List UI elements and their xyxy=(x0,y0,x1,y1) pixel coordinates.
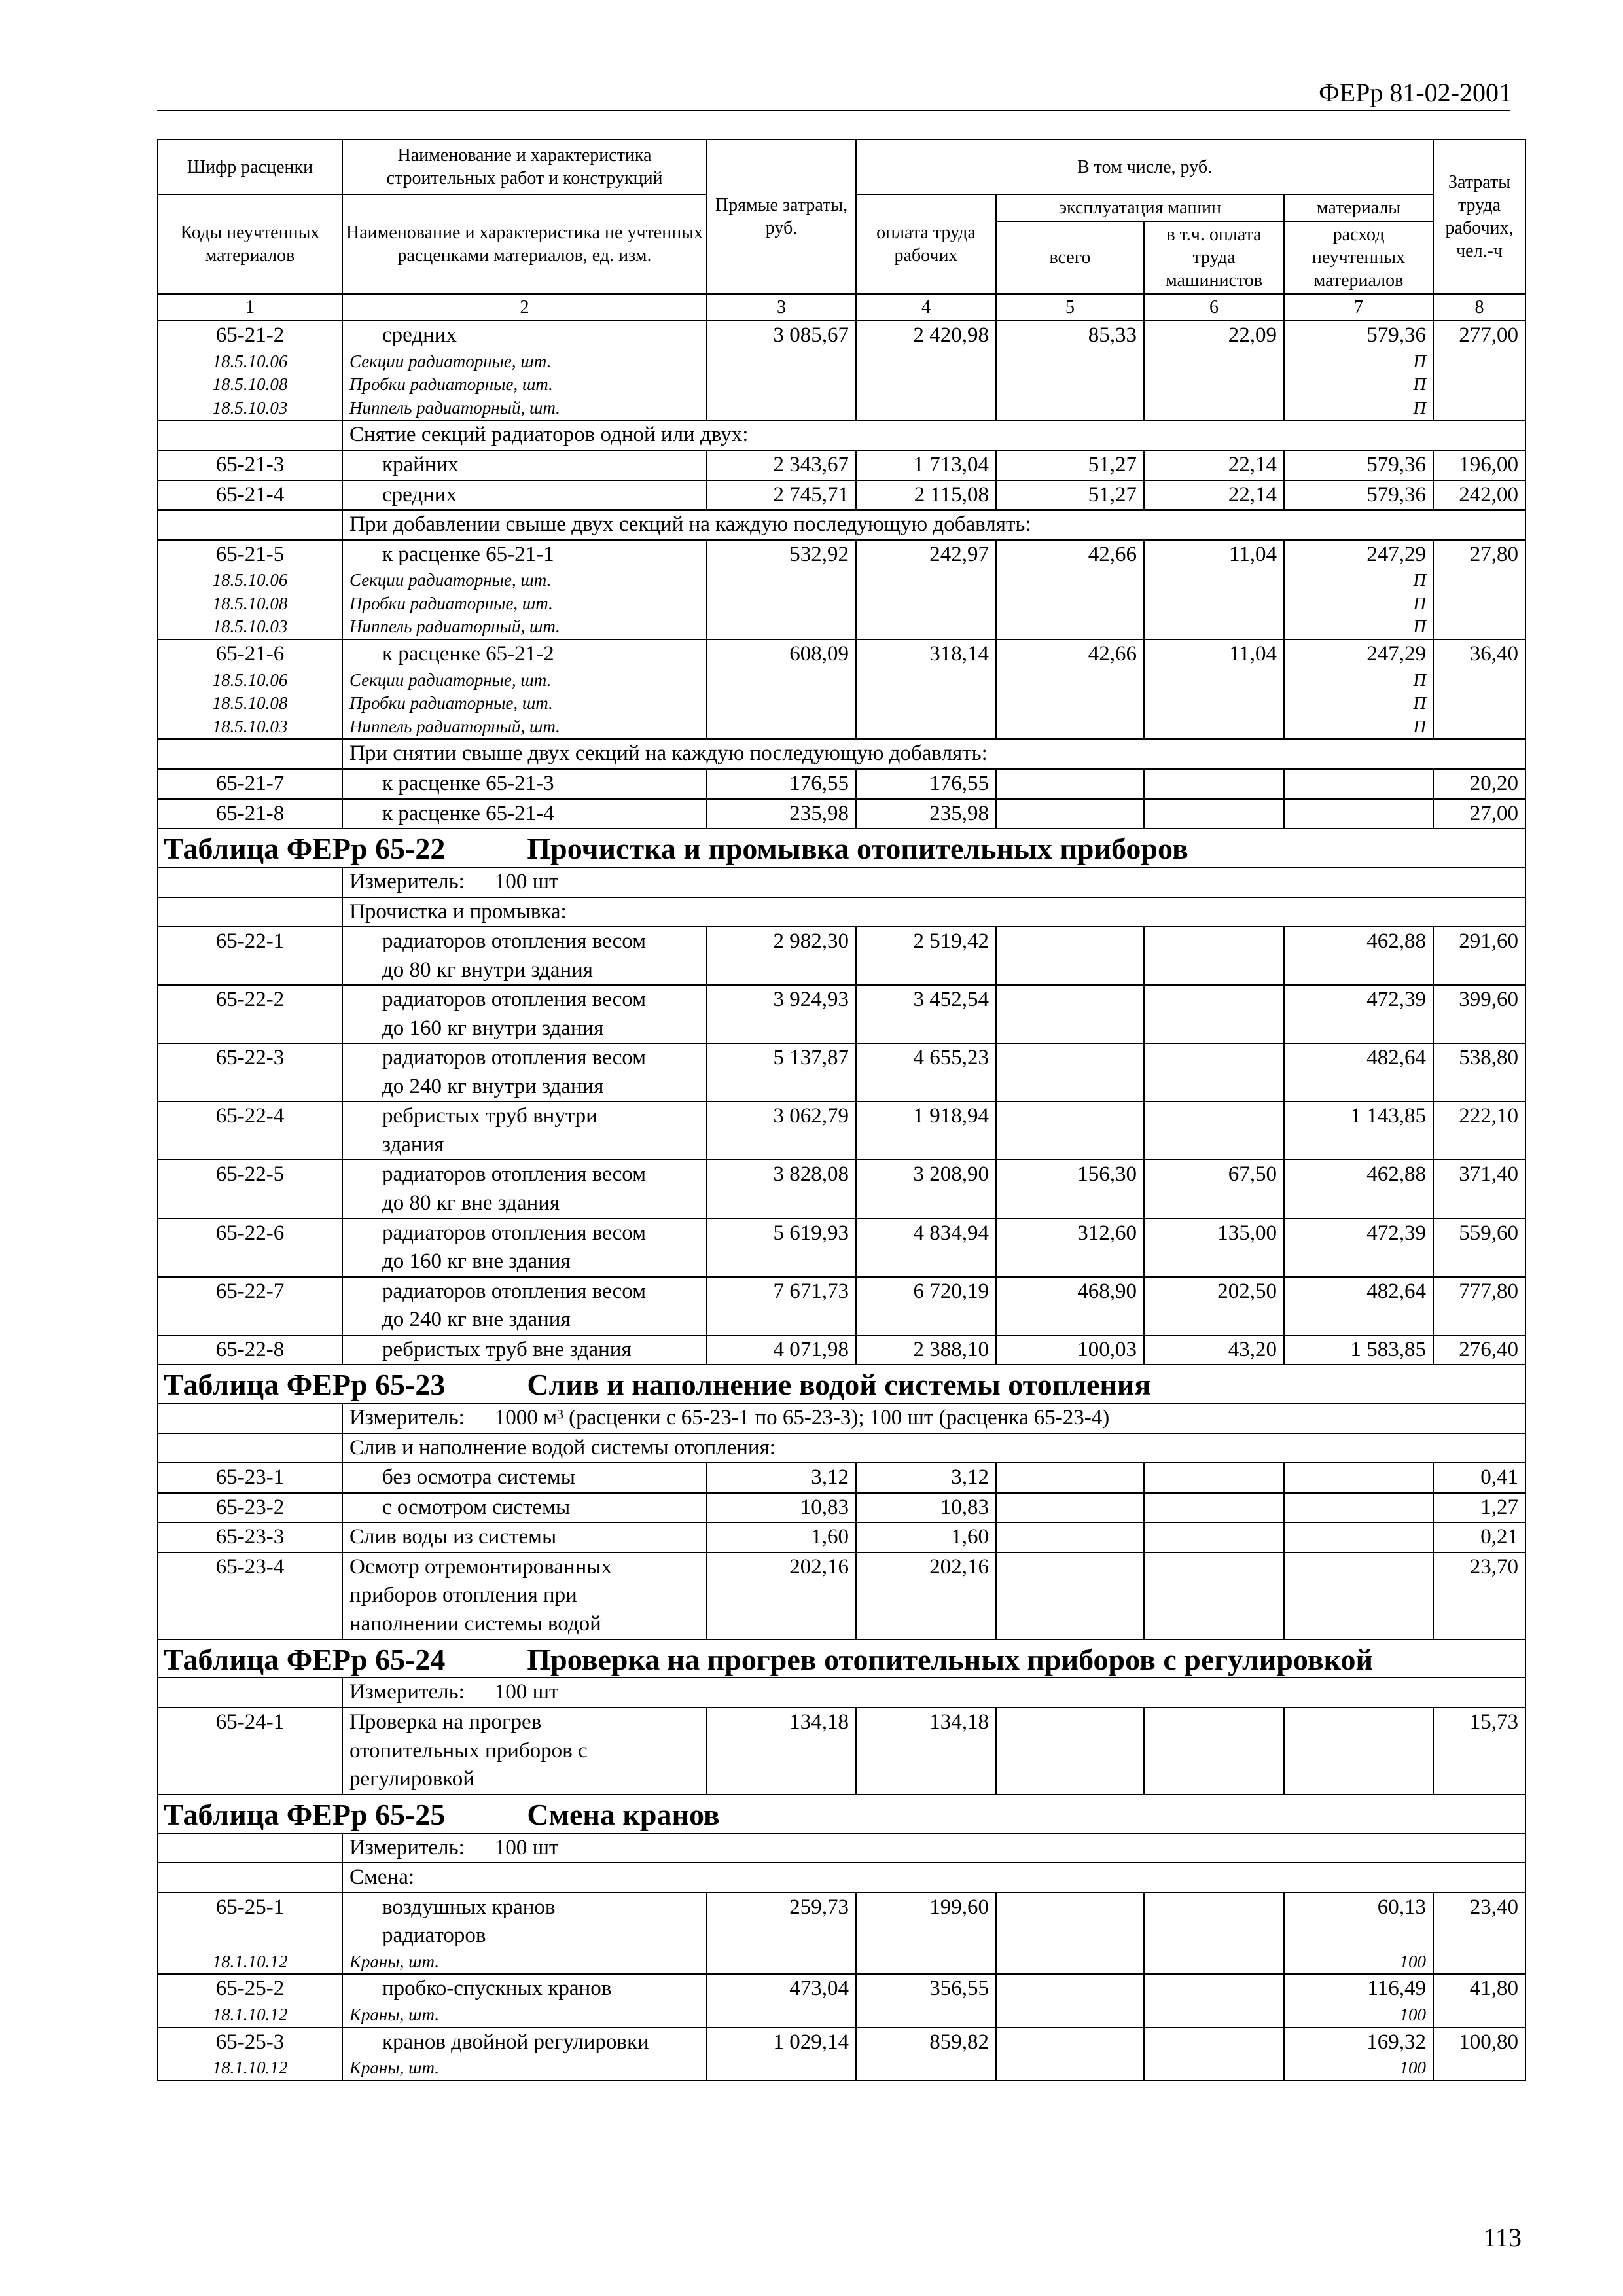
material-qty: П xyxy=(1284,397,1433,421)
hdr-codes-unaccounted: Коды неучтенных материалов xyxy=(158,194,342,294)
table-row xyxy=(158,1974,1525,2003)
machines-total: 42,66 xyxy=(996,540,1144,569)
table-row xyxy=(158,1335,1525,1365)
material-qty: П xyxy=(1284,373,1433,397)
rate-name: к расценке 65-21-4 xyxy=(342,799,707,829)
machines-labor: 43,20 xyxy=(1144,1335,1284,1365)
measure-row xyxy=(158,1677,1525,1708)
material-row xyxy=(158,1950,1525,1975)
direct-cost: 1 029,14 xyxy=(707,2028,856,2057)
measure-label: Измеритель: xyxy=(349,869,465,893)
material-code: 18.5.10.08 xyxy=(158,592,342,616)
section-title: При снятии свыше двух секций на каждую последующую добавлять: xyxy=(342,739,1525,769)
material-code: 18.1.10.12 xyxy=(158,2003,342,2028)
direct-cost: 608,09 xyxy=(707,639,856,669)
rate-name: ребристых труб внутри xyxy=(382,1104,597,1128)
col-num: 7 xyxy=(1284,294,1433,321)
machines-total: 468,90 xyxy=(996,1277,1144,1335)
rate-name: пробко-спускных кранов xyxy=(342,1974,707,2003)
table-name: Прочистка и промывка отопительных приборов xyxy=(527,832,1188,866)
table-row xyxy=(158,1893,1525,1950)
rates-table xyxy=(157,139,1526,2081)
rate-name-cont: до 240 кг вне здания xyxy=(382,1308,571,1332)
table-row xyxy=(158,639,1525,669)
labor-pay: 2 388,10 xyxy=(856,1335,996,1365)
page-number: 113 xyxy=(1483,2223,1522,2252)
direct-cost: 5 619,93 xyxy=(707,1219,856,1277)
machines-labor: 11,04 xyxy=(1144,540,1284,569)
labor-costs: 27,80 xyxy=(1433,540,1525,569)
labor-costs: 538,80 xyxy=(1433,1043,1525,1102)
rate-code: 65-25-1 xyxy=(158,1893,342,1950)
direct-cost: 176,55 xyxy=(707,769,856,799)
rate-code: 65-22-6 xyxy=(158,1219,342,1277)
section-row xyxy=(158,510,1525,540)
labor-pay: 242,97 xyxy=(856,540,996,569)
labor-costs: 23,40 xyxy=(1433,1893,1525,1950)
header-rule xyxy=(157,110,1510,111)
direct-cost: 10,83 xyxy=(707,1493,856,1523)
labor-costs: 20,20 xyxy=(1433,769,1525,799)
rate-name-cont: отопительных приборов с xyxy=(349,1738,588,1763)
rate-name: крайних xyxy=(342,450,707,480)
machines-labor: 202,50 xyxy=(1144,1277,1284,1335)
labor-costs: 27,00 xyxy=(1433,799,1525,829)
material-code: 18.5.10.03 xyxy=(158,397,342,421)
material-name: Секции радиаторные, шт. xyxy=(342,569,707,592)
table-row xyxy=(158,2028,1525,2057)
measure-value: 100 шт xyxy=(494,869,559,893)
machines-total: 42,66 xyxy=(996,639,1144,669)
rate-code: 65-22-5 xyxy=(158,1160,342,1218)
material-code: 18.5.10.08 xyxy=(158,692,342,715)
materials: 60,13 xyxy=(1284,1893,1433,1950)
material-name: Ниппель радиаторный, шт. xyxy=(342,715,707,740)
labor-costs: 277,00 xyxy=(1433,321,1525,350)
material-code: 18.5.10.06 xyxy=(158,350,342,374)
table-row xyxy=(158,450,1525,480)
table-row xyxy=(158,1463,1525,1493)
materials: 247,29 xyxy=(1284,639,1433,669)
table-row xyxy=(158,540,1525,569)
labor-costs: 777,80 xyxy=(1433,1277,1525,1335)
labor-costs: 1,27 xyxy=(1433,1493,1525,1523)
rate-code: 65-22-8 xyxy=(158,1335,342,1365)
material-code: 18.1.10.12 xyxy=(158,2056,342,2081)
machines-labor: 135,00 xyxy=(1144,1219,1284,1277)
material-row xyxy=(158,2056,1525,2081)
table-title-row xyxy=(158,1795,1525,1833)
labor-pay: 4 834,94 xyxy=(856,1219,996,1277)
materials: 482,64 xyxy=(1284,1277,1433,1335)
rate-name: с осмотром системы xyxy=(342,1493,707,1523)
machines-total: 100,03 xyxy=(996,1335,1144,1365)
table-row xyxy=(158,1552,1525,1640)
material-code: 18.1.10.12 xyxy=(158,1950,342,1975)
material-code: 18.5.10.03 xyxy=(158,615,342,639)
rate-name: кранов двойной регулировки xyxy=(342,2028,707,2057)
machines-total: 51,27 xyxy=(996,450,1144,480)
labor-costs: 559,60 xyxy=(1433,1219,1525,1277)
table-row xyxy=(158,321,1525,350)
materials: 472,39 xyxy=(1284,985,1433,1043)
material-qty: П xyxy=(1284,569,1433,592)
rate-name: Слив воды из системы xyxy=(342,1522,707,1552)
material-code: 18.5.10.03 xyxy=(158,715,342,740)
direct-cost: 2 343,67 xyxy=(707,450,856,480)
rate-name-cont: до 80 кг внутри здания xyxy=(382,958,593,982)
table-row xyxy=(158,1219,1525,1277)
labor-pay: 176,55 xyxy=(856,769,996,799)
rate-name: к расценке 65-21-2 xyxy=(342,639,707,669)
machines-total: 85,33 xyxy=(996,321,1144,350)
material-qty: П xyxy=(1284,615,1433,639)
rate-code: 65-21-6 xyxy=(158,639,342,669)
rate-code: 65-23-2 xyxy=(158,1493,342,1523)
direct-cost: 3 085,67 xyxy=(707,321,856,350)
table-row xyxy=(158,985,1525,1043)
rate-name-cont: до 160 кг вне здания xyxy=(382,1249,571,1274)
direct-cost: 7 671,73 xyxy=(707,1277,856,1335)
labor-pay: 2 115,08 xyxy=(856,480,996,511)
table-row xyxy=(158,1493,1525,1523)
rate-name: без осмотра системы xyxy=(342,1463,707,1493)
materials: 169,32 xyxy=(1284,2028,1433,2057)
material-row xyxy=(158,669,1525,692)
direct-cost: 473,04 xyxy=(707,1974,856,2003)
machines-total: 51,27 xyxy=(996,480,1144,511)
labor-pay: 1 918,94 xyxy=(856,1102,996,1160)
col-num: 2 xyxy=(342,294,707,321)
material-qty: 100 xyxy=(1284,1950,1433,1975)
rate-name: Осмотр отремонтированных xyxy=(349,1554,612,1579)
table-row xyxy=(158,480,1525,511)
rate-code: 65-22-4 xyxy=(158,1102,342,1160)
material-qty: П xyxy=(1284,715,1433,740)
direct-cost: 202,16 xyxy=(707,1552,856,1640)
measure-label: Измеритель: xyxy=(349,1406,465,1430)
table-row xyxy=(158,1102,1525,1160)
labor-pay: 3,12 xyxy=(856,1463,996,1493)
direct-cost: 532,92 xyxy=(707,540,856,569)
materials: 1 143,85 xyxy=(1284,1102,1433,1160)
labor-costs: 196,00 xyxy=(1433,450,1525,480)
table-title-row xyxy=(158,1365,1525,1403)
labor-pay: 3 208,90 xyxy=(856,1160,996,1218)
material-qty: П xyxy=(1284,592,1433,616)
col-num: 5 xyxy=(996,294,1144,321)
direct-cost: 2 982,30 xyxy=(707,927,856,985)
labor-costs: 23,70 xyxy=(1433,1552,1525,1640)
rate-name-cont: регулировкой xyxy=(349,1767,474,1791)
material-code: 18.5.10.06 xyxy=(158,669,342,692)
rate-name: радиаторов отопления весом xyxy=(382,1279,647,1303)
section-title: При добавлении свыше двух секций на каждую последующую добавлять: xyxy=(342,510,1525,540)
col-num: 3 xyxy=(707,294,856,321)
labor-costs: 100,80 xyxy=(1433,2028,1525,2057)
section-row xyxy=(158,1433,1525,1463)
section-row xyxy=(158,897,1525,927)
direct-cost: 5 137,87 xyxy=(707,1043,856,1102)
rate-name-cont: до 240 кг внутри здания xyxy=(382,1074,604,1098)
material-qty: П xyxy=(1284,350,1433,374)
direct-cost: 3 924,93 xyxy=(707,985,856,1043)
table-name: Смена кранов xyxy=(527,1797,720,1831)
material-name: Краны, шт. xyxy=(342,2003,707,2028)
material-row xyxy=(158,373,1525,397)
materials: 462,88 xyxy=(1284,1160,1433,1218)
material-row xyxy=(158,592,1525,616)
table-row xyxy=(158,1043,1525,1102)
material-code: 18.5.10.06 xyxy=(158,569,342,592)
labor-costs: 399,60 xyxy=(1433,985,1525,1043)
rate-name: средних xyxy=(342,321,707,350)
rate-name: радиаторов отопления весом xyxy=(382,1046,647,1070)
measure-label: Измеритель: xyxy=(349,1680,465,1704)
material-row xyxy=(158,350,1525,374)
materials: 462,88 xyxy=(1284,927,1433,985)
labor-pay: 199,60 xyxy=(856,1893,996,1950)
rate-name: к расценке 65-21-1 xyxy=(342,540,707,569)
labor-pay: 318,14 xyxy=(856,639,996,669)
rate-name-cont: до 160 кг внутри здания xyxy=(382,1016,604,1040)
hdr-direct: Прямые затраты, руб. xyxy=(707,139,856,294)
hdr-labor: Затраты труда рабочих, чел.-ч xyxy=(1433,139,1525,294)
material-code: 18.5.10.08 xyxy=(158,373,342,397)
machines-labor: 22,09 xyxy=(1144,321,1284,350)
rate-code: 65-21-8 xyxy=(158,799,342,829)
labor-costs: 41,80 xyxy=(1433,1974,1525,2003)
col-num: 6 xyxy=(1144,294,1284,321)
labor-pay: 1,60 xyxy=(856,1522,996,1552)
labor-costs: 242,00 xyxy=(1433,480,1525,511)
rate-code: 65-24-1 xyxy=(158,1708,342,1795)
hdr-materials-sub: расход неучтенных материалов xyxy=(1284,221,1433,294)
material-row xyxy=(158,615,1525,639)
rate-name: радиаторов отопления весом xyxy=(382,1221,647,1245)
rate-name-cont: до 80 кг вне здания xyxy=(382,1191,560,1215)
document-code: ФЕРр 81-02-2001 xyxy=(1319,78,1512,107)
rate-name: ребристых труб вне здания xyxy=(342,1335,707,1365)
direct-cost: 3 828,08 xyxy=(707,1160,856,1218)
rate-code: 65-23-3 xyxy=(158,1522,342,1552)
machines-total: 156,30 xyxy=(996,1160,1144,1218)
measure-row xyxy=(158,1403,1525,1433)
direct-cost: 4 071,98 xyxy=(707,1335,856,1365)
labor-costs: 36,40 xyxy=(1433,639,1525,669)
labor-costs: 222,10 xyxy=(1433,1102,1525,1160)
table-label: Таблица ФЕРр 65-25 xyxy=(164,1797,446,1831)
table-row xyxy=(158,1277,1525,1335)
material-row xyxy=(158,569,1525,592)
rate-code: 65-25-3 xyxy=(158,2028,342,2057)
rate-name-cont: здания xyxy=(382,1132,444,1157)
direct-cost: 235,98 xyxy=(707,799,856,829)
machines-labor: 22,14 xyxy=(1144,480,1284,511)
materials: 482,64 xyxy=(1284,1043,1433,1102)
material-row xyxy=(158,2003,1525,2028)
col-num: 4 xyxy=(856,294,996,321)
hdr-name: Наименование и характеристика строительных работ и конструкций xyxy=(342,139,707,194)
rate-name: воздушных кранов xyxy=(382,1895,556,1919)
hdr-incl: В том числе, руб. xyxy=(856,139,1433,194)
rate-code: 65-21-2 xyxy=(158,321,342,350)
measure-label: Измеритель: xyxy=(349,1835,465,1859)
rate-name-cont: радиаторов xyxy=(382,1924,486,1948)
table-label: Таблица ФЕРр 65-22 xyxy=(164,832,446,866)
material-name: Пробки радиаторные, шт. xyxy=(342,373,707,397)
rate-code: 65-25-2 xyxy=(158,1974,342,2003)
material-row xyxy=(158,692,1525,715)
table-title-row xyxy=(158,829,1525,867)
section-title: Слив и наполнение водой системы отопления: xyxy=(342,1433,1525,1463)
material-name: Секции радиаторные, шт. xyxy=(342,350,707,374)
materials: 579,36 xyxy=(1284,321,1433,350)
labor-pay: 235,98 xyxy=(856,799,996,829)
table-row xyxy=(158,799,1525,829)
labor-pay: 2 519,42 xyxy=(856,927,996,985)
col-num: 8 xyxy=(1433,294,1525,321)
section-row xyxy=(158,1863,1525,1893)
materials: 579,36 xyxy=(1284,450,1433,480)
section-row xyxy=(158,420,1525,450)
material-name: Секции радиаторные, шт. xyxy=(342,669,707,692)
materials: 472,39 xyxy=(1284,1219,1433,1277)
rate-code: 65-22-7 xyxy=(158,1277,342,1335)
measure-value: 100 шт xyxy=(494,1680,559,1704)
rate-code: 65-21-7 xyxy=(158,769,342,799)
table-row xyxy=(158,1522,1525,1552)
measure-value: 100 шт xyxy=(494,1835,559,1859)
rate-code: 65-21-3 xyxy=(158,450,342,480)
labor-costs: 291,60 xyxy=(1433,927,1525,985)
labor-costs: 0,21 xyxy=(1433,1522,1525,1552)
rate-name: Проверка на прогрев xyxy=(349,1710,542,1734)
rate-code: 65-22-2 xyxy=(158,985,342,1043)
material-row xyxy=(158,397,1525,421)
table-row xyxy=(158,927,1525,985)
measure-value: 1000 м³ (расценки с 65-23-1 по 65-23-3); 100 шт (расценка 65-23-4) xyxy=(494,1406,1110,1430)
rate-name: средних xyxy=(342,480,707,511)
section-title: Смена: xyxy=(342,1863,1525,1893)
material-name: Краны, шт. xyxy=(342,2056,707,2081)
direct-cost: 3 062,79 xyxy=(707,1102,856,1160)
table-title-row xyxy=(158,1640,1525,1678)
material-name: Пробки радиаторные, шт. xyxy=(342,592,707,616)
table-label: Таблица ФЕРр 65-24 xyxy=(164,1642,446,1676)
labor-costs: 15,73 xyxy=(1433,1708,1525,1795)
labor-pay: 1 713,04 xyxy=(856,450,996,480)
rate-code: 65-23-1 xyxy=(158,1463,342,1493)
material-qty: 100 xyxy=(1284,2003,1433,2028)
hdr-machines-total: всего xyxy=(996,221,1144,294)
material-name: Ниппель радиаторный, шт. xyxy=(342,615,707,639)
hdr-materials: материалы xyxy=(1284,194,1433,221)
direct-cost: 2 745,71 xyxy=(707,480,856,511)
section-title: Прочистка и промывка: xyxy=(342,897,1525,927)
materials: 247,29 xyxy=(1284,540,1433,569)
section-title: Снятие секций радиаторов одной или двух: xyxy=(342,420,1525,450)
labor-costs: 371,40 xyxy=(1433,1160,1525,1218)
measure-row xyxy=(158,867,1525,897)
labor-pay: 859,82 xyxy=(856,2028,996,2057)
rate-name: радиаторов отопления весом xyxy=(382,1162,647,1187)
machines-total: 312,60 xyxy=(996,1219,1144,1277)
machines-labor: 11,04 xyxy=(1144,639,1284,669)
rate-code: 65-21-4 xyxy=(158,480,342,511)
direct-cost: 3,12 xyxy=(707,1463,856,1493)
materials: 116,49 xyxy=(1284,1974,1433,2003)
material-name: Краны, шт. xyxy=(342,1950,707,1975)
machines-labor: 67,50 xyxy=(1144,1160,1284,1218)
table-row xyxy=(158,769,1525,799)
material-qty: 100 xyxy=(1284,2056,1433,2081)
rate-name: радиаторов отопления весом xyxy=(382,988,647,1012)
materials: 579,36 xyxy=(1284,480,1433,511)
labor-pay: 2 420,98 xyxy=(856,321,996,350)
rate-name: к расценке 65-21-3 xyxy=(342,769,707,799)
hdr-code: Шифр расценки xyxy=(158,139,342,194)
rate-code: 65-23-4 xyxy=(158,1552,342,1640)
rate-name: радиаторов отопления весом xyxy=(382,929,647,954)
material-name: Пробки радиаторные, шт. xyxy=(342,692,707,715)
hdr-machines-labor: в т.ч. оплата труда машинистов xyxy=(1144,221,1284,294)
labor-costs: 0,41 xyxy=(1433,1463,1525,1493)
materials: 1 583,85 xyxy=(1284,1335,1433,1365)
labor-pay: 202,16 xyxy=(856,1552,996,1640)
labor-costs: 276,40 xyxy=(1433,1335,1525,1365)
direct-cost: 259,73 xyxy=(707,1893,856,1950)
table-name: Слив и наполнение водой системы отопления xyxy=(527,1368,1151,1402)
direct-cost: 1,60 xyxy=(707,1522,856,1552)
column-numbers-row xyxy=(158,294,1525,321)
rate-code: 65-22-3 xyxy=(158,1043,342,1102)
table-row xyxy=(158,1708,1525,1795)
machines-labor: 22,14 xyxy=(1144,450,1284,480)
rate-code: 65-21-5 xyxy=(158,540,342,569)
rate-code: 65-22-1 xyxy=(158,927,342,985)
labor-pay: 134,18 xyxy=(856,1708,996,1795)
labor-pay: 3 452,54 xyxy=(856,985,996,1043)
rate-name-cont: приборов отопления при xyxy=(349,1583,577,1607)
labor-pay: 4 655,23 xyxy=(856,1043,996,1102)
hdr-name-unaccounted: Наименование и характеристика не учтенных расценками материалов, ед. изм. xyxy=(342,194,707,294)
hdr-machines: эксплуатация машин xyxy=(996,194,1284,221)
rate-name-cont: наполнении системы водой xyxy=(349,1612,601,1636)
material-qty: П xyxy=(1284,669,1433,692)
hdr-labor-pay: оплата труда рабочих xyxy=(856,194,996,294)
labor-pay: 356,55 xyxy=(856,1974,996,2003)
material-name: Ниппель радиаторный, шт. xyxy=(342,397,707,421)
col-num: 1 xyxy=(158,294,342,321)
direct-cost: 134,18 xyxy=(707,1708,856,1795)
labor-pay: 6 720,19 xyxy=(856,1277,996,1335)
material-row xyxy=(158,715,1525,740)
table-row xyxy=(158,1160,1525,1218)
table-label: Таблица ФЕРр 65-23 xyxy=(164,1368,446,1402)
labor-pay: 10,83 xyxy=(856,1493,996,1523)
section-row xyxy=(158,739,1525,769)
measure-row xyxy=(158,1833,1525,1863)
material-qty: П xyxy=(1284,692,1433,715)
table-name: Проверка на прогрев отопительных приборов с регулировкой xyxy=(527,1642,1373,1676)
